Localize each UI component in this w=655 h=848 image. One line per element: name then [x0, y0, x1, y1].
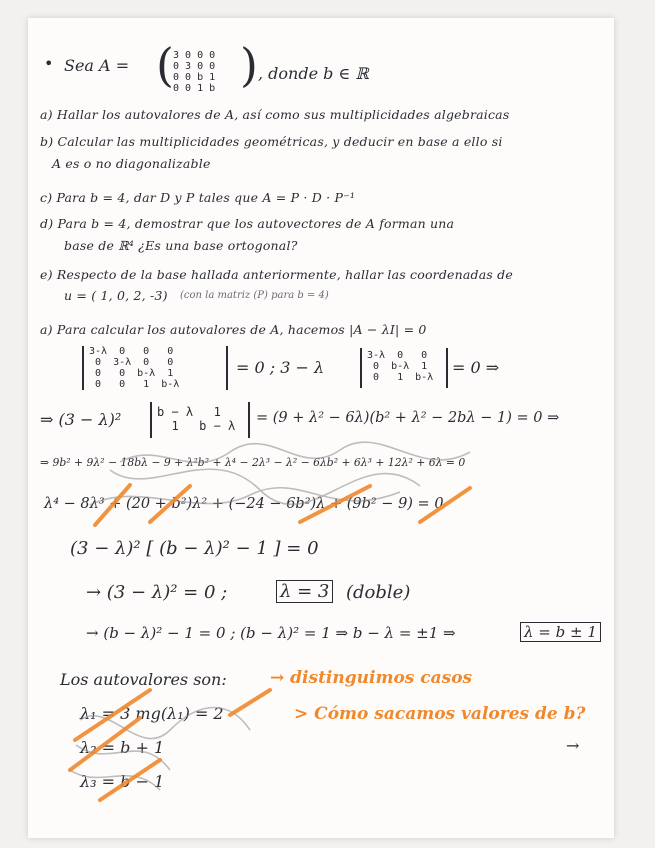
matrix-A-cell: 0 [209, 50, 216, 61]
statement-intro: Sea A = [64, 56, 130, 75]
det1-cell: 0 [95, 368, 102, 379]
det2-right-bar [446, 348, 448, 388]
det1-cell: b-λ [137, 368, 156, 379]
det2-cell: b-λ [415, 372, 434, 383]
matrix-A-cell: 0 [173, 83, 180, 94]
det2-tail: = 0 ⇒ [452, 358, 500, 377]
matrix-A-cell: 1 [209, 72, 216, 83]
det1-cell: 1 [167, 368, 174, 379]
matrix-A-cell: 3 [185, 61, 192, 72]
question-d-cont: base de ℝ⁴ ¿Es una base ortogonal? [64, 238, 298, 253]
step6-right: (doble) [346, 582, 411, 603]
matrix-A-cell: 0 [185, 50, 192, 61]
matrix-A-cell: 0 [209, 61, 216, 72]
det2-cell: 1 [421, 361, 428, 372]
matrix-A-cell: 1 [197, 83, 204, 94]
bullet: • [44, 54, 54, 73]
matrix-A-cell: b [209, 83, 216, 94]
det1-cell: 3-λ [113, 357, 132, 368]
step4: λ⁴ − 8λ³ + (20 + b²)λ² + (−24 − 6b²)λ + (9b² − 9) = 0 [44, 496, 444, 512]
solution-intro: a) Para calcular los autovalores de A, hacemos |A − λI| = 0 [40, 322, 427, 337]
det3-row [154, 405, 238, 419]
det2-cell: 1 [397, 372, 404, 383]
step5: (3 − λ)² [ (b − λ)² − 1 ] = 0 [70, 538, 319, 559]
det1-cell: 3-λ [89, 346, 108, 357]
note-distinguish: → distinguimos casos [270, 668, 473, 688]
question-e-pencil-note: (con la matriz (P) para b = 4) [180, 290, 329, 301]
det1-cell: 0 [143, 357, 150, 368]
det2-row [364, 361, 436, 372]
det1-row [86, 368, 182, 379]
matrix-A-cell: 0 [197, 50, 204, 61]
det1-cell: 0 [95, 379, 102, 390]
note-question: > Cómo sacamos valores de b? [294, 704, 586, 724]
question-e: e) Respecto de la base hallada anteriormente, hallar las coordenadas de [40, 267, 513, 282]
det2-row [364, 372, 436, 383]
step6-box: λ = 3 [276, 580, 333, 603]
eig-2: λ₂ = b + 1 [80, 738, 165, 757]
question-a: a) Hallar los autovalores de A, así como sus multiplicidades algebraicas [40, 107, 510, 122]
det3-cell: 1 [213, 405, 221, 419]
det2-cell: 0 [373, 361, 380, 372]
statement-condition: , donde b ∈ ℝ [258, 64, 369, 83]
question-d: d) Para b = 4, demostrar que los autovectores de A forman una [40, 216, 455, 231]
det1-left-bar [82, 346, 84, 390]
step6-left: → (3 − λ)² = 0 ; [86, 582, 228, 603]
matrix-A-row [170, 50, 218, 61]
det1-cell: 1 [143, 379, 150, 390]
det2-cell: 0 [373, 372, 380, 383]
det1-cell: 0 [119, 368, 126, 379]
det1-row [86, 346, 182, 357]
det3-left-bar [150, 402, 152, 438]
matrix-A [170, 50, 218, 94]
eig-3: λ₃ = b − 1 [80, 772, 165, 791]
det3-cell: b − λ [157, 405, 194, 419]
step7-left: → (b − λ)² − 1 = 0 ; (b − λ)² = 1 ⇒ b − λ = ±1 ⇒ [86, 624, 456, 642]
det2-cell: 0 [397, 350, 404, 361]
det1-cell: 0 [119, 346, 126, 357]
question-b-cont: A es o no diagonalizable [52, 156, 211, 171]
matrix-A-cell: 0 [173, 61, 180, 72]
eig-1: λ₁ = 3 mg(λ₁) = 2 [80, 704, 224, 723]
det2-matrix [364, 350, 436, 383]
question-c: c) Para b = 4, dar D y P tales que A = P · D · P⁻¹ [40, 190, 356, 205]
matrix-right-paren: ) [240, 38, 258, 92]
step2-right: = (9 + λ² − 6λ)(b² + λ² − 2bλ − 1) = 0 ⇒ [256, 410, 560, 426]
det2-row [364, 350, 436, 361]
det1-cell: 0 [143, 346, 150, 357]
det1-row [86, 379, 182, 390]
det1-cell: 0 [167, 357, 174, 368]
det1-cell: 0 [119, 379, 126, 390]
matrix-left-paren: ( [156, 38, 174, 92]
step7-box: λ = b ± 1 [520, 622, 601, 642]
det2-cell: 0 [421, 350, 428, 361]
det3-cell: 1 [171, 419, 179, 433]
det1-cell: 0 [167, 346, 174, 357]
det1-right-bar [226, 346, 228, 390]
matrix-A-cell: 0 [173, 72, 180, 83]
det3-row [154, 419, 238, 433]
question-e-vector: u = ( 1, 0, 2, -3) [64, 288, 168, 303]
eigen-label: Los autovalores son: [60, 670, 227, 689]
det1-matrix [86, 346, 182, 390]
step3: ⇒ 9b² + 9λ² − 18bλ − 9 + λ²b² + λ⁴ − 2λ³ − λ² − 6λb² + 6λ³ + 12λ² + 6λ = 0 [40, 456, 466, 469]
det1-cell: 0 [95, 357, 102, 368]
det2-left-bar [360, 348, 362, 388]
det2-cell: 3-λ [367, 350, 386, 361]
matrix-A-cell: 0 [185, 72, 192, 83]
det3-matrix [154, 405, 238, 433]
matrix-A-row [170, 83, 218, 94]
question-b: b) Calcular las multiplicidades geométricas, y deducir en base a ello si [40, 134, 503, 149]
det3-cell: b − λ [199, 419, 236, 433]
matrix-A-row [170, 61, 218, 72]
step2-left: ⇒ (3 − λ)² [40, 410, 122, 429]
matrix-A-cell: b [197, 72, 204, 83]
matrix-A-cell: 3 [173, 50, 180, 61]
det3-right-bar [248, 402, 250, 438]
det2-cell: b-λ [391, 361, 410, 372]
matrix-A-row [170, 72, 218, 83]
det1-tail: = 0 ; 3 − λ [236, 358, 325, 377]
det1-row [86, 357, 182, 368]
side-arrow: → [566, 736, 580, 755]
matrix-A-cell: 0 [197, 61, 204, 72]
matrix-A-cell: 0 [185, 83, 192, 94]
det1-cell: b-λ [161, 379, 180, 390]
